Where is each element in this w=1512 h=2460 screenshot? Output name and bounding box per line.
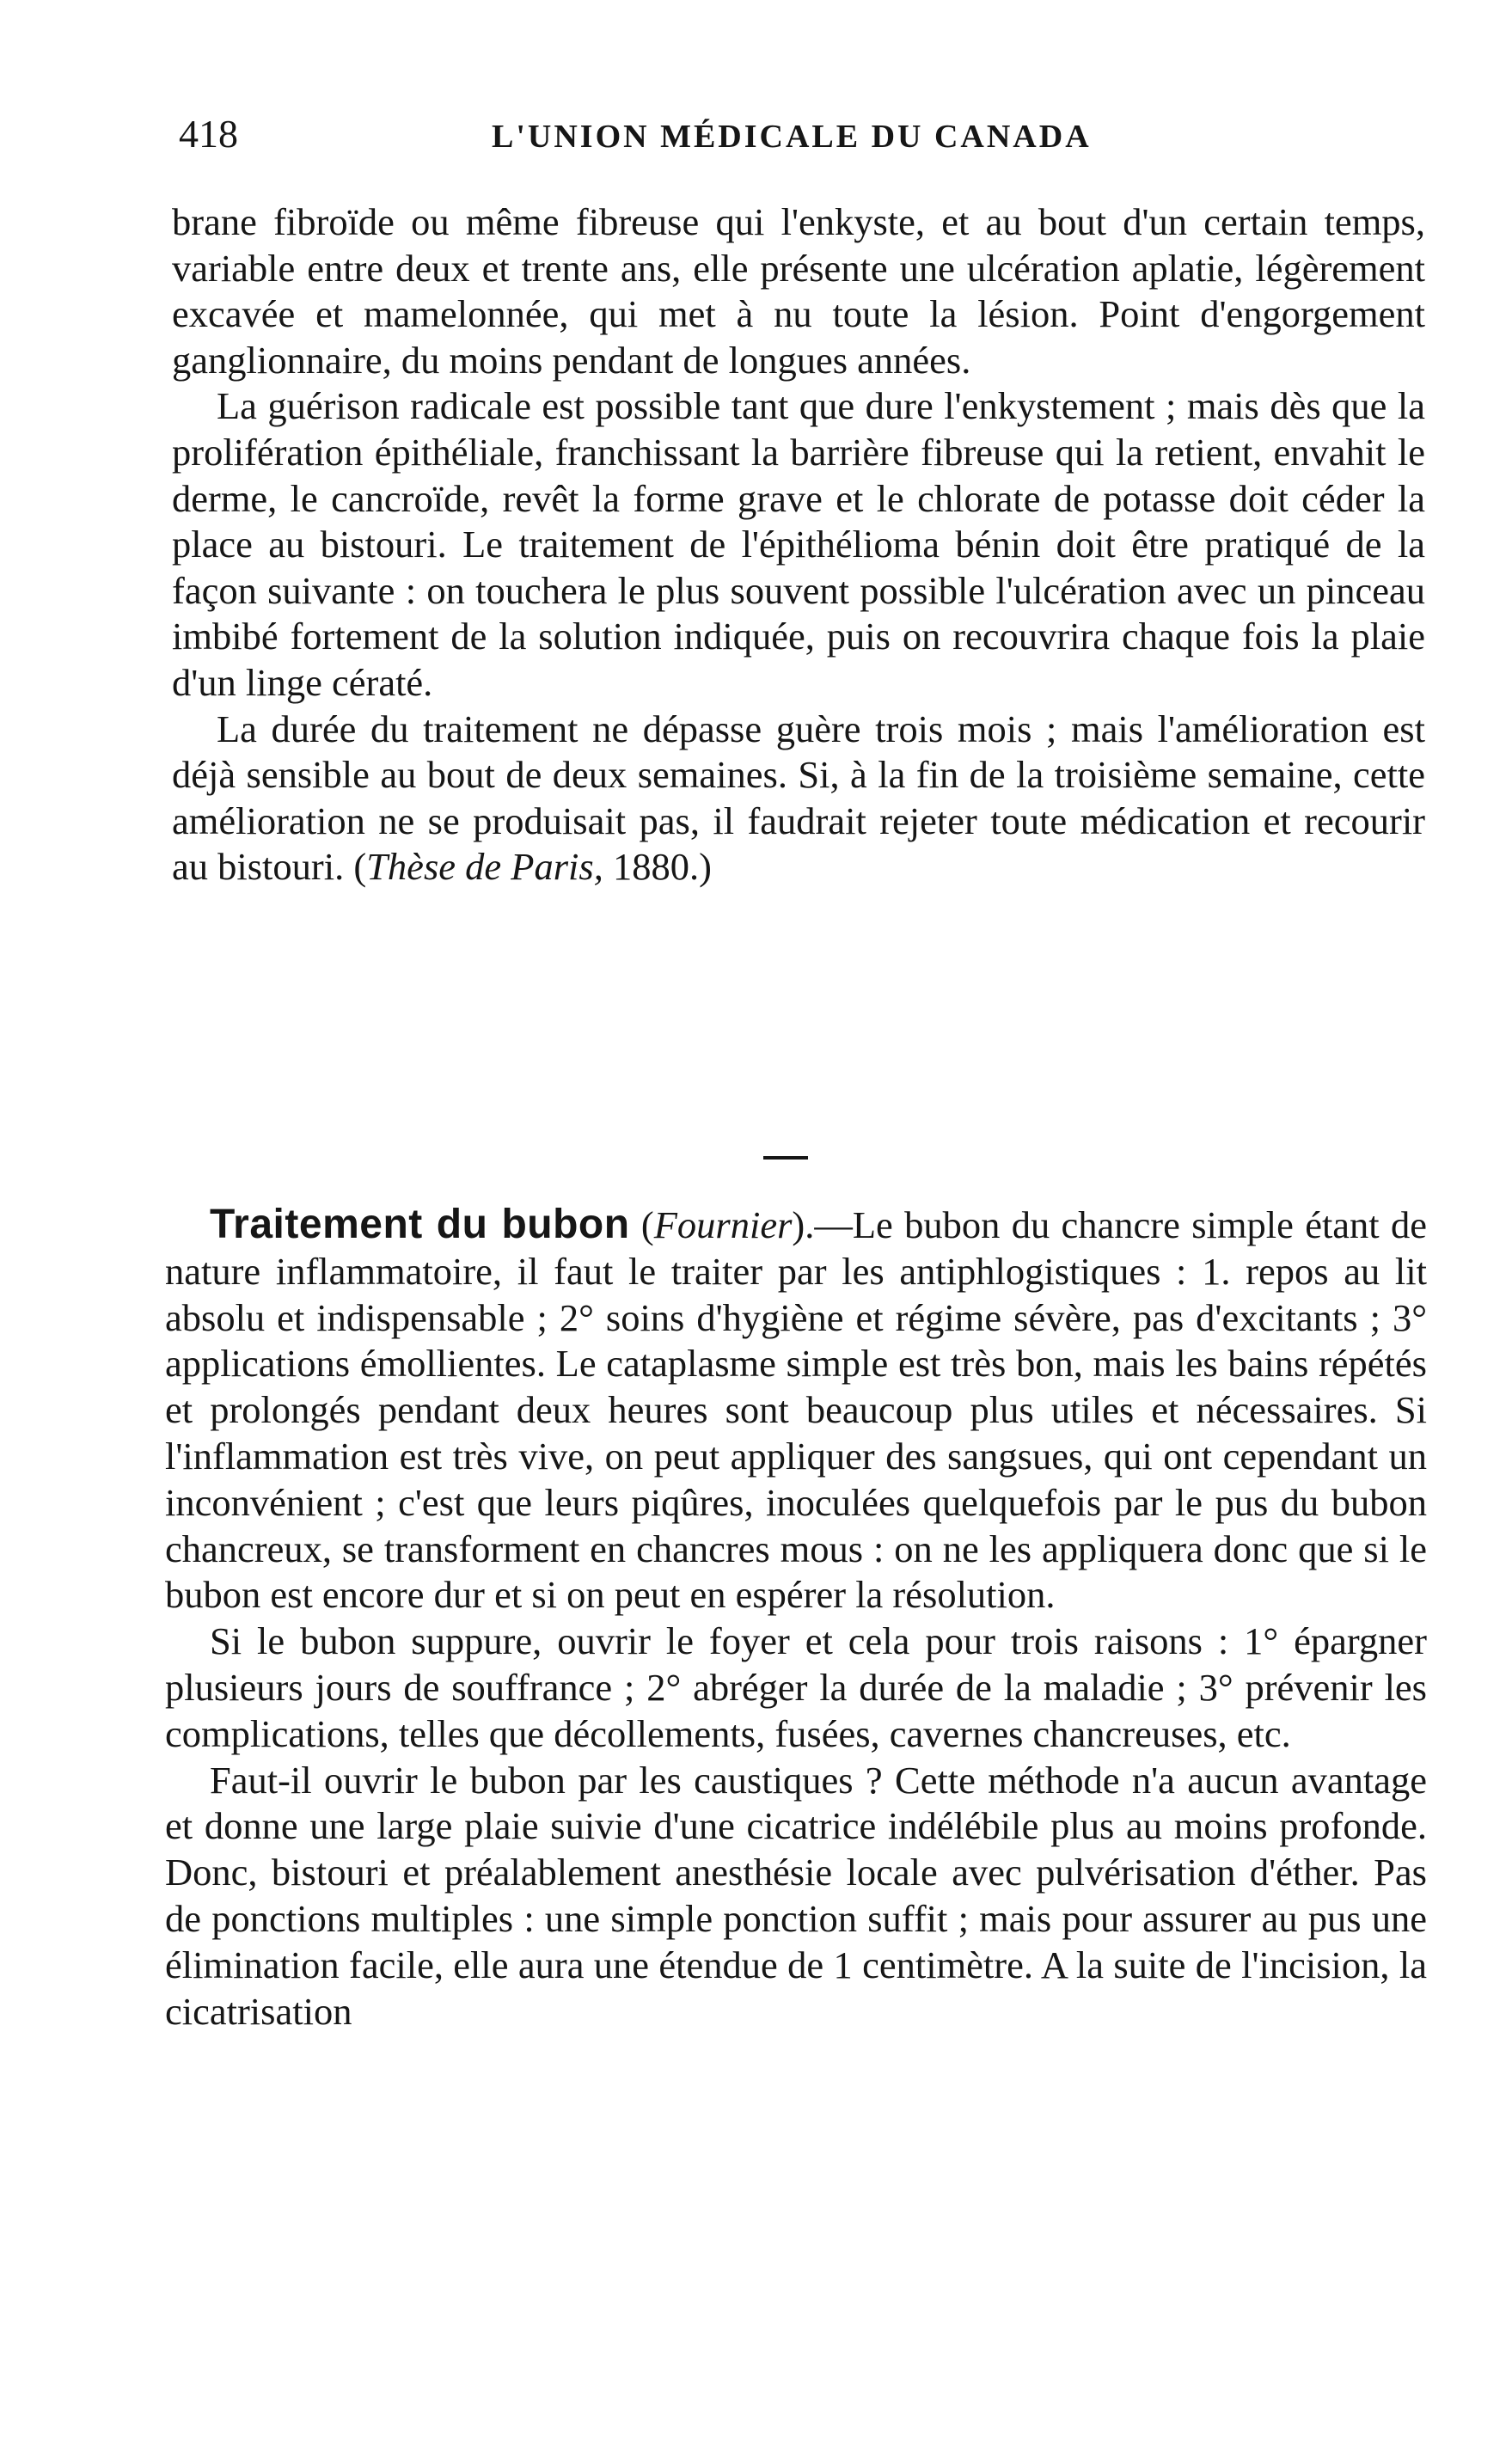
paragraph-suppure: Si le bubon suppure, ouvrir le foyer et cela pour trois raisons : 1° épargner plusieurs jours de souffrance ; 2° abréger la durée de la maladie ; 3° prévenir les complications, telles que décollements, fusées, cavernes chancreuses, etc.: [165, 1619, 1427, 1755]
journal-title: L'UNION MÉDICALE DU CANADA: [492, 119, 1092, 155]
paragraph-guerison: La guérison radicale est possible tant que dure l'enkystement ; mais dès que la prolifération épithéliale, franchissant la barrière fibreuse qui la retient, envahit le derme, le cancroïde, revêt la forme grave et le chlorate de potasse doit céder la place au bistouri. Le traitement de l'épithélioma bénin doit être pratiqué de la façon suivante : on touchera le plus souvent possible l'ulcération avec un pinceau imbibé fortement de la solution indiquée, puis on recouvrira chaque fois la plaie d'un linge cératé.: [172, 384, 1425, 704]
paragraph-caustiques: Faut-il ouvrir le bubon par les caustiques ? Cette méthode n'a aucun avantage et donne une large plaie suivie d'une cicatrice indélébile plus au moins profonde. Donc, bistouri et préalablement anesthésie locale avec pulvérisation d'éther. Pas de ponctions multiples : une simple ponction suffit ; mais pour assurer au pus une élimination facile, elle aura une étendue de 1 centimètre. A la suite de l'incision, la cicatrisation: [165, 1758, 1427, 2033]
section-heading: Traitement du bubon: [210, 1202, 630, 1247]
paragraph-bubon-intro: Traitement du bubon (Fournier).—Le bubon du chancre simple étant de nature inflammatoire, il faut le traiter par les antiphlogistiques : 1. repos au lit absolu et indispensable ; 2° soins d'hygiène et régime sévère, pas d'excitants ; 3° applications émollientes. Le cataplasme simple est très bon, mais les bains répétés et prolongés pendant deux heures sont beaucoup plus utiles et nécessaires. Si l'inflammation est très vive, on peut appliquer des sangsues, qui ont cependant un inconvénient ; c'est que leurs piqûres, inoculées quelquefois par le pus du bubon chancreux, se transforment en chancres mous : on ne les appliquera donc que si le bubon est encore dur et si on peut en espérer la résolution.: [165, 1202, 1428, 1617]
paragraph-duree: [172, 707, 1425, 890]
page-number: 418: [179, 112, 238, 156]
article-continuation: [172, 199, 1425, 890]
paragraph-bubon-intro-text: .—Le bubon du chancre simple étant de nature inflammatoire, il faut le traiter par les antiphlogistiques : 1. repos au lit absolu et indispensable ; 2° soins d'hygiène et régime sévère, pas d'excitants ; 3° applications émollientes. Le cataplasme simple est très bon, mais les bains répétés et prolongés pendant deux heures sont beaucoup plus utiles et nécessaires. Si l'inflammation est très vive, on peut appliquer des sangsues, qui ont cependant un inconvénient ; c'est que leurs piqûres, inoculées quelquefois par le pus du bubon chancreux, se transforment en chancres mous : on ne les appliquera donc que si le bubon est encore dur et si on peut en espérer la résolution.: [165, 1203, 1428, 1617]
running-head: [172, 110, 1427, 162]
paragraph-duree-text: La durée du traitement ne dépasse guère trois mois ; mais l'amélioration est déjà sensible au bout de deux semaines. Si, à la fin de la troisième semaine, cette amélioration ne se produisait pas, il faudrait rejeter toute médication et recourir au bistouri. (: [172, 707, 1425, 889]
citation-year: 1880.): [603, 845, 712, 889]
section-separator: [763, 1156, 808, 1160]
section-bubon: [165, 1202, 1427, 2035]
citation-title: Thèse de Paris,: [366, 845, 603, 889]
paragraph-enkyste: brane fibroïde ou même fibreuse qui l'enkyste, et au bout d'un certain temps, variable entre deux et trente ans, elle présente une ulcération aplatie, légèrement excavée et mamelonnée, qui met à nu toute la lésion. Point d'engorgement ganglionnaire, du moins pendant de longues années.: [172, 200, 1425, 382]
section-author: Fournier: [653, 1203, 793, 1246]
